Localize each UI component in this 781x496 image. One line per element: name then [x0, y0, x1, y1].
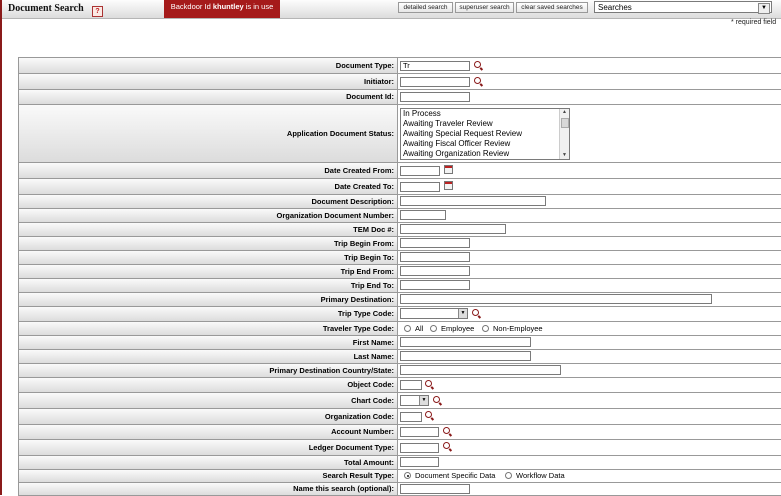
chevron-down-icon: ▼ — [458, 309, 467, 318]
row-name-this-search — [19, 483, 781, 496]
row-org-doc-number — [19, 209, 781, 223]
row-document-type — [19, 58, 781, 74]
calendar-icon[interactable] — [444, 165, 453, 174]
account-number-input[interactable] — [400, 427, 439, 437]
primary-destination-input[interactable] — [400, 294, 712, 304]
row-document-description — [19, 195, 781, 209]
traveler-type-employee-radio[interactable] — [430, 325, 437, 332]
row-total-amount — [19, 456, 781, 470]
chart-code-select[interactable] — [400, 395, 429, 406]
row-organization-code — [19, 409, 781, 425]
trip-end-from-input[interactable] — [400, 266, 470, 276]
backdoor-suffix: is in use — [243, 2, 274, 11]
row-last-name — [19, 350, 781, 364]
label-tem-doc: TEM Doc #: — [19, 223, 398, 236]
row-tem-doc — [19, 223, 781, 237]
object-code-input[interactable] — [400, 380, 422, 390]
scroll-up-icon[interactable]: ▲ — [562, 109, 567, 115]
date-created-from-input[interactable] — [400, 166, 440, 176]
label-last-name: Last Name: — [19, 350, 398, 363]
status-option[interactable]: Awaiting Special Request Review — [403, 129, 523, 138]
chevron-down-icon: ▼ — [419, 396, 428, 405]
saved-searches-select[interactable] — [594, 1, 772, 13]
trip-type-code-select[interactable] — [400, 308, 468, 319]
label-app-doc-status: Application Document Status: — [19, 105, 398, 162]
label-trip-end-from: Trip End From: — [19, 265, 398, 278]
initiator-lookup-icon[interactable] — [474, 77, 481, 84]
row-primary-destination — [19, 293, 781, 307]
row-trip-end-from — [19, 265, 781, 279]
trip-begin-from-input[interactable] — [400, 238, 470, 248]
label-object-code: Object Code: — [19, 378, 398, 392]
result-type-workflow-radio[interactable] — [505, 472, 512, 479]
result-type-document-label: Document Specific Data — [415, 471, 496, 480]
left-accent-bar — [0, 0, 2, 495]
date-created-to-input[interactable] — [400, 182, 440, 192]
label-document-id: Document Id: — [19, 90, 398, 104]
saved-searches-value: Searches — [598, 3, 632, 12]
traveler-type-all-label: All — [415, 324, 424, 333]
label-primary-destination: Primary Destination: — [19, 293, 398, 306]
label-trip-type-code: Trip Type Code: — [19, 307, 398, 321]
trip-type-lookup-icon[interactable] — [472, 309, 479, 316]
row-document-id — [19, 90, 781, 105]
trip-begin-to-input[interactable] — [400, 252, 470, 262]
label-trip-begin-to: Trip Begin To: — [19, 251, 398, 264]
app-doc-status-listbox[interactable] — [400, 108, 570, 160]
label-primary-dest-country: Primary Destination Country/State: — [19, 364, 398, 377]
row-primary-dest-country — [19, 364, 781, 378]
primary-dest-country-input[interactable] — [400, 365, 561, 375]
row-trip-begin-from — [19, 237, 781, 251]
row-date-created-to — [19, 179, 781, 195]
total-amount-input[interactable] — [400, 457, 439, 467]
row-chart-code — [19, 393, 781, 409]
scroll-thumb[interactable] — [561, 118, 569, 128]
ledger-doc-type-input[interactable] — [400, 443, 439, 453]
row-traveler-type-code — [19, 322, 781, 336]
search-criteria-table — [18, 57, 781, 496]
label-organization-code: Organization Code: — [19, 409, 398, 424]
calendar-icon[interactable] — [444, 181, 453, 190]
chart-code-lookup-icon[interactable] — [433, 396, 440, 403]
trip-end-to-input[interactable] — [400, 280, 470, 290]
name-this-search-input[interactable] — [400, 484, 470, 494]
label-account-number: Account Number: — [19, 425, 398, 439]
object-code-lookup-icon[interactable] — [425, 380, 432, 387]
label-name-this-search: Name this search (optional): — [19, 483, 398, 495]
org-doc-number-input[interactable] — [400, 210, 446, 220]
row-first-name — [19, 336, 781, 350]
document-description-input[interactable] — [400, 196, 546, 206]
status-option[interactable]: Awaiting Traveler Review — [403, 119, 493, 128]
label-search-result-type: Search Result Type: — [19, 470, 398, 482]
label-traveler-type-code: Traveler Type Code: — [19, 322, 398, 335]
row-trip-end-to — [19, 279, 781, 293]
document-type-input[interactable]: Tr — [400, 61, 470, 71]
detailed-search-button[interactable]: detailed search — [398, 2, 453, 13]
required-field-note: * required field — [731, 19, 777, 26]
result-type-workflow-label: Workflow Data — [516, 471, 565, 480]
row-trip-type-code — [19, 307, 781, 322]
label-initiator: Initiator: — [19, 74, 398, 89]
label-trip-end-to: Trip End To: — [19, 279, 398, 292]
initiator-input[interactable] — [400, 77, 470, 87]
row-date-created-from — [19, 163, 781, 179]
traveler-type-nonemployee-label: Non-Employee — [493, 324, 543, 333]
label-date-created-from: Date Created From: — [19, 163, 398, 178]
organization-code-lookup-icon[interactable] — [425, 411, 432, 418]
listbox-scrollbar[interactable] — [559, 109, 569, 159]
backdoor-user: khuntley — [212, 2, 244, 11]
clear-saved-searches-button[interactable]: clear saved searches — [516, 2, 588, 13]
label-org-doc-number: Organization Document Number: — [19, 209, 398, 222]
status-option[interactable]: Awaiting Organization Review — [403, 149, 510, 158]
row-account-number — [19, 425, 781, 440]
row-object-code — [19, 378, 781, 393]
page-title: Document Search — [8, 3, 84, 14]
label-date-created-to: Date Created To: — [19, 179, 398, 194]
status-option[interactable]: Awaiting Fiscal Officer Review — [403, 139, 511, 148]
tem-doc-input[interactable] — [400, 224, 506, 234]
traveler-type-employee-label: Employee — [441, 324, 475, 333]
organization-code-input[interactable] — [400, 412, 422, 422]
label-total-amount: Total Amount: — [19, 456, 398, 469]
superuser-search-button[interactable]: superuser search — [455, 2, 514, 13]
label-chart-code: Chart Code: — [19, 393, 398, 408]
row-app-doc-status — [19, 105, 781, 163]
traveler-type-nonemployee-radio[interactable] — [482, 325, 489, 332]
label-trip-begin-from: Trip Begin From: — [19, 237, 398, 250]
traveler-type-all-radio[interactable] — [404, 325, 411, 332]
label-ledger-doc-type: Ledger Document Type: — [19, 440, 398, 455]
help-icon[interactable]: ? — [92, 6, 103, 17]
last-name-input[interactable] — [400, 351, 531, 361]
ledger-doc-type-lookup-icon[interactable] — [443, 442, 450, 449]
row-initiator — [19, 74, 781, 90]
first-name-input[interactable] — [400, 337, 531, 347]
document-id-input[interactable] — [400, 92, 470, 102]
scroll-down-icon[interactable]: ▼ — [562, 152, 567, 158]
label-document-description: Document Description: — [19, 195, 398, 208]
backdoor-prefix: Backdoor Id — [170, 2, 213, 11]
result-type-document-radio[interactable] — [404, 472, 411, 479]
row-ledger-doc-type — [19, 440, 781, 456]
row-trip-begin-to — [19, 251, 781, 265]
backdoor-banner — [164, 0, 280, 18]
account-number-lookup-icon[interactable] — [443, 427, 450, 434]
label-first-name: First Name: — [19, 336, 398, 349]
document-type-lookup-icon[interactable] — [474, 61, 481, 68]
label-document-type: Document Type: — [19, 58, 398, 73]
chevron-down-icon: ▼ — [758, 3, 770, 14]
status-option[interactable]: In Process — [403, 109, 441, 118]
row-search-result-type — [19, 470, 781, 483]
